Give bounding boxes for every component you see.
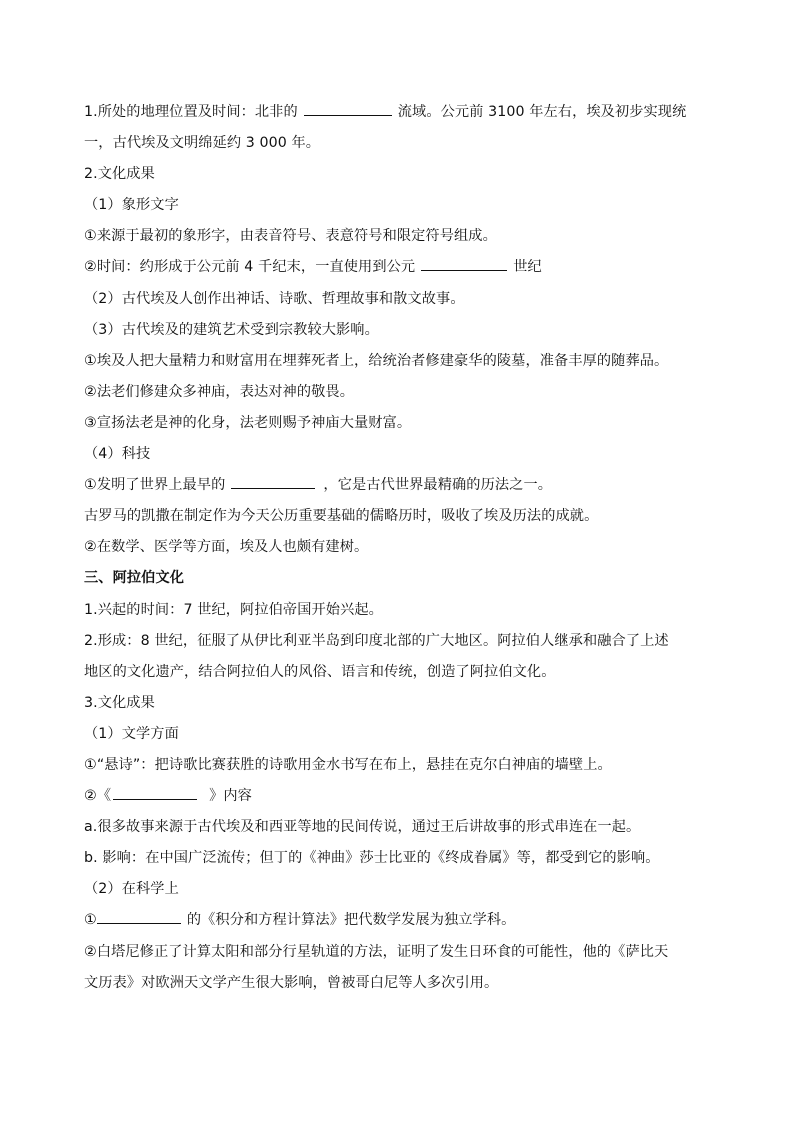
section-heading: 三、阿拉伯文化 [84,570,185,587]
text-line: ②白塔尼修正了计算太阳和部分行星轨道的方法，证明了发生日环食的可能性，他的《萨比天 [84,943,669,960]
text-line: （3）古代埃及的建筑艺术受到宗教较大影响。 [84,321,379,338]
text-segment: ②《 [84,788,112,805]
text-line: （1）象形文字 [84,197,179,214]
text-line: ①埃及人把大量精力和财富用在埋葬死者上，给统治者修建豪华的陵墓，准备丰厚的随葬品。 [84,352,669,369]
text-line [84,905,724,936]
text-line: （4）科技 [84,446,151,463]
text-line: 3.文化成果 [84,694,155,711]
text-line: 地区的文化遗产，结合阿拉伯人的风俗、语言和传统，创造了阿拉伯文化。 [84,663,556,680]
text-line [84,97,724,128]
fill-in-blank[interactable] [304,99,392,116]
text-segment: ①发明了世界上最早的 [84,477,226,494]
document-body [84,97,724,999]
fill-in-blank[interactable] [113,783,197,800]
text-line: ①“悬诗”：把诗歌比赛获胜的诗歌用金水书写在布上，悬挂在克尔白神庙的墙壁上。 [84,756,612,773]
text-segment: ① [84,912,97,929]
text-line: ②在数学、医学等方面，埃及人也颇有建树。 [84,539,369,556]
text-line: a.很多故事来源于古代埃及和西亚等地的民间传说，通过王后讲故事的形式串连在一起。 [84,819,641,836]
text-segment: 》内容 [209,788,252,805]
text-line: ②法老们修建众多神庙，表达对神的敬畏。 [84,383,354,400]
text-segment: ②时间：约形成于公元前 4 千纪末，一直使用到公元 [84,259,416,276]
text-segment: 世纪 [513,259,542,276]
text-line: 古罗马的凯撒在制定作为今天公历重要基础的儒略历时，吸收了埃及历法的成就。 [84,508,599,525]
text-line: （2）在科学上 [84,881,179,898]
text-line: 文历表》对欧洲天文学产生很大影响，曾被哥白尼等人多次引用。 [84,974,499,991]
fill-in-blank[interactable] [97,907,181,924]
fill-in-blank[interactable] [231,472,315,489]
text-line: （1）文学方面 [84,725,179,742]
text-line: ①来源于最初的象形字，由表音符号、表意符号和限定符号组成。 [84,228,497,245]
text-line: 2.文化成果 [84,166,155,183]
text-segment: 的《积分和方程计算法》把代数学发展为独立学科。 [186,912,516,929]
text-line [84,252,724,283]
text-segment: 流域。公元前 3100 年左右，埃及初步实现统 [397,104,687,120]
text-line: 一，古代埃及文明绵延约 3 000 年。 [84,135,321,152]
text-line: ③宣扬法老是神的化身，法老则赐予神庙大量财富。 [84,414,412,431]
text-segment: ，它是古代世界最精确的历法之一。 [323,477,553,494]
text-line: （2）古代埃及人创作出神话、诗歌、哲理故事和散文故事。 [84,290,465,307]
text-segment: 1.所处的地理位置及时间：北非的 [84,104,298,120]
fill-in-blank[interactable] [421,254,507,271]
text-line: 2.形成：8 世纪，征服了从伊比利亚半岛到印度北部的广大地区。阿拉伯人继承和融合了上述 [84,632,669,649]
text-line: 1.兴起的时间：7 世纪，阿拉伯帝国开始兴起。 [84,601,383,618]
text-line [84,470,724,501]
text-line [84,781,724,812]
text-line: b. 影响：在中国广泛流传；但丁的《神曲》莎士比亚的《终成眷属》等，都受到它的影响。 [84,850,660,867]
